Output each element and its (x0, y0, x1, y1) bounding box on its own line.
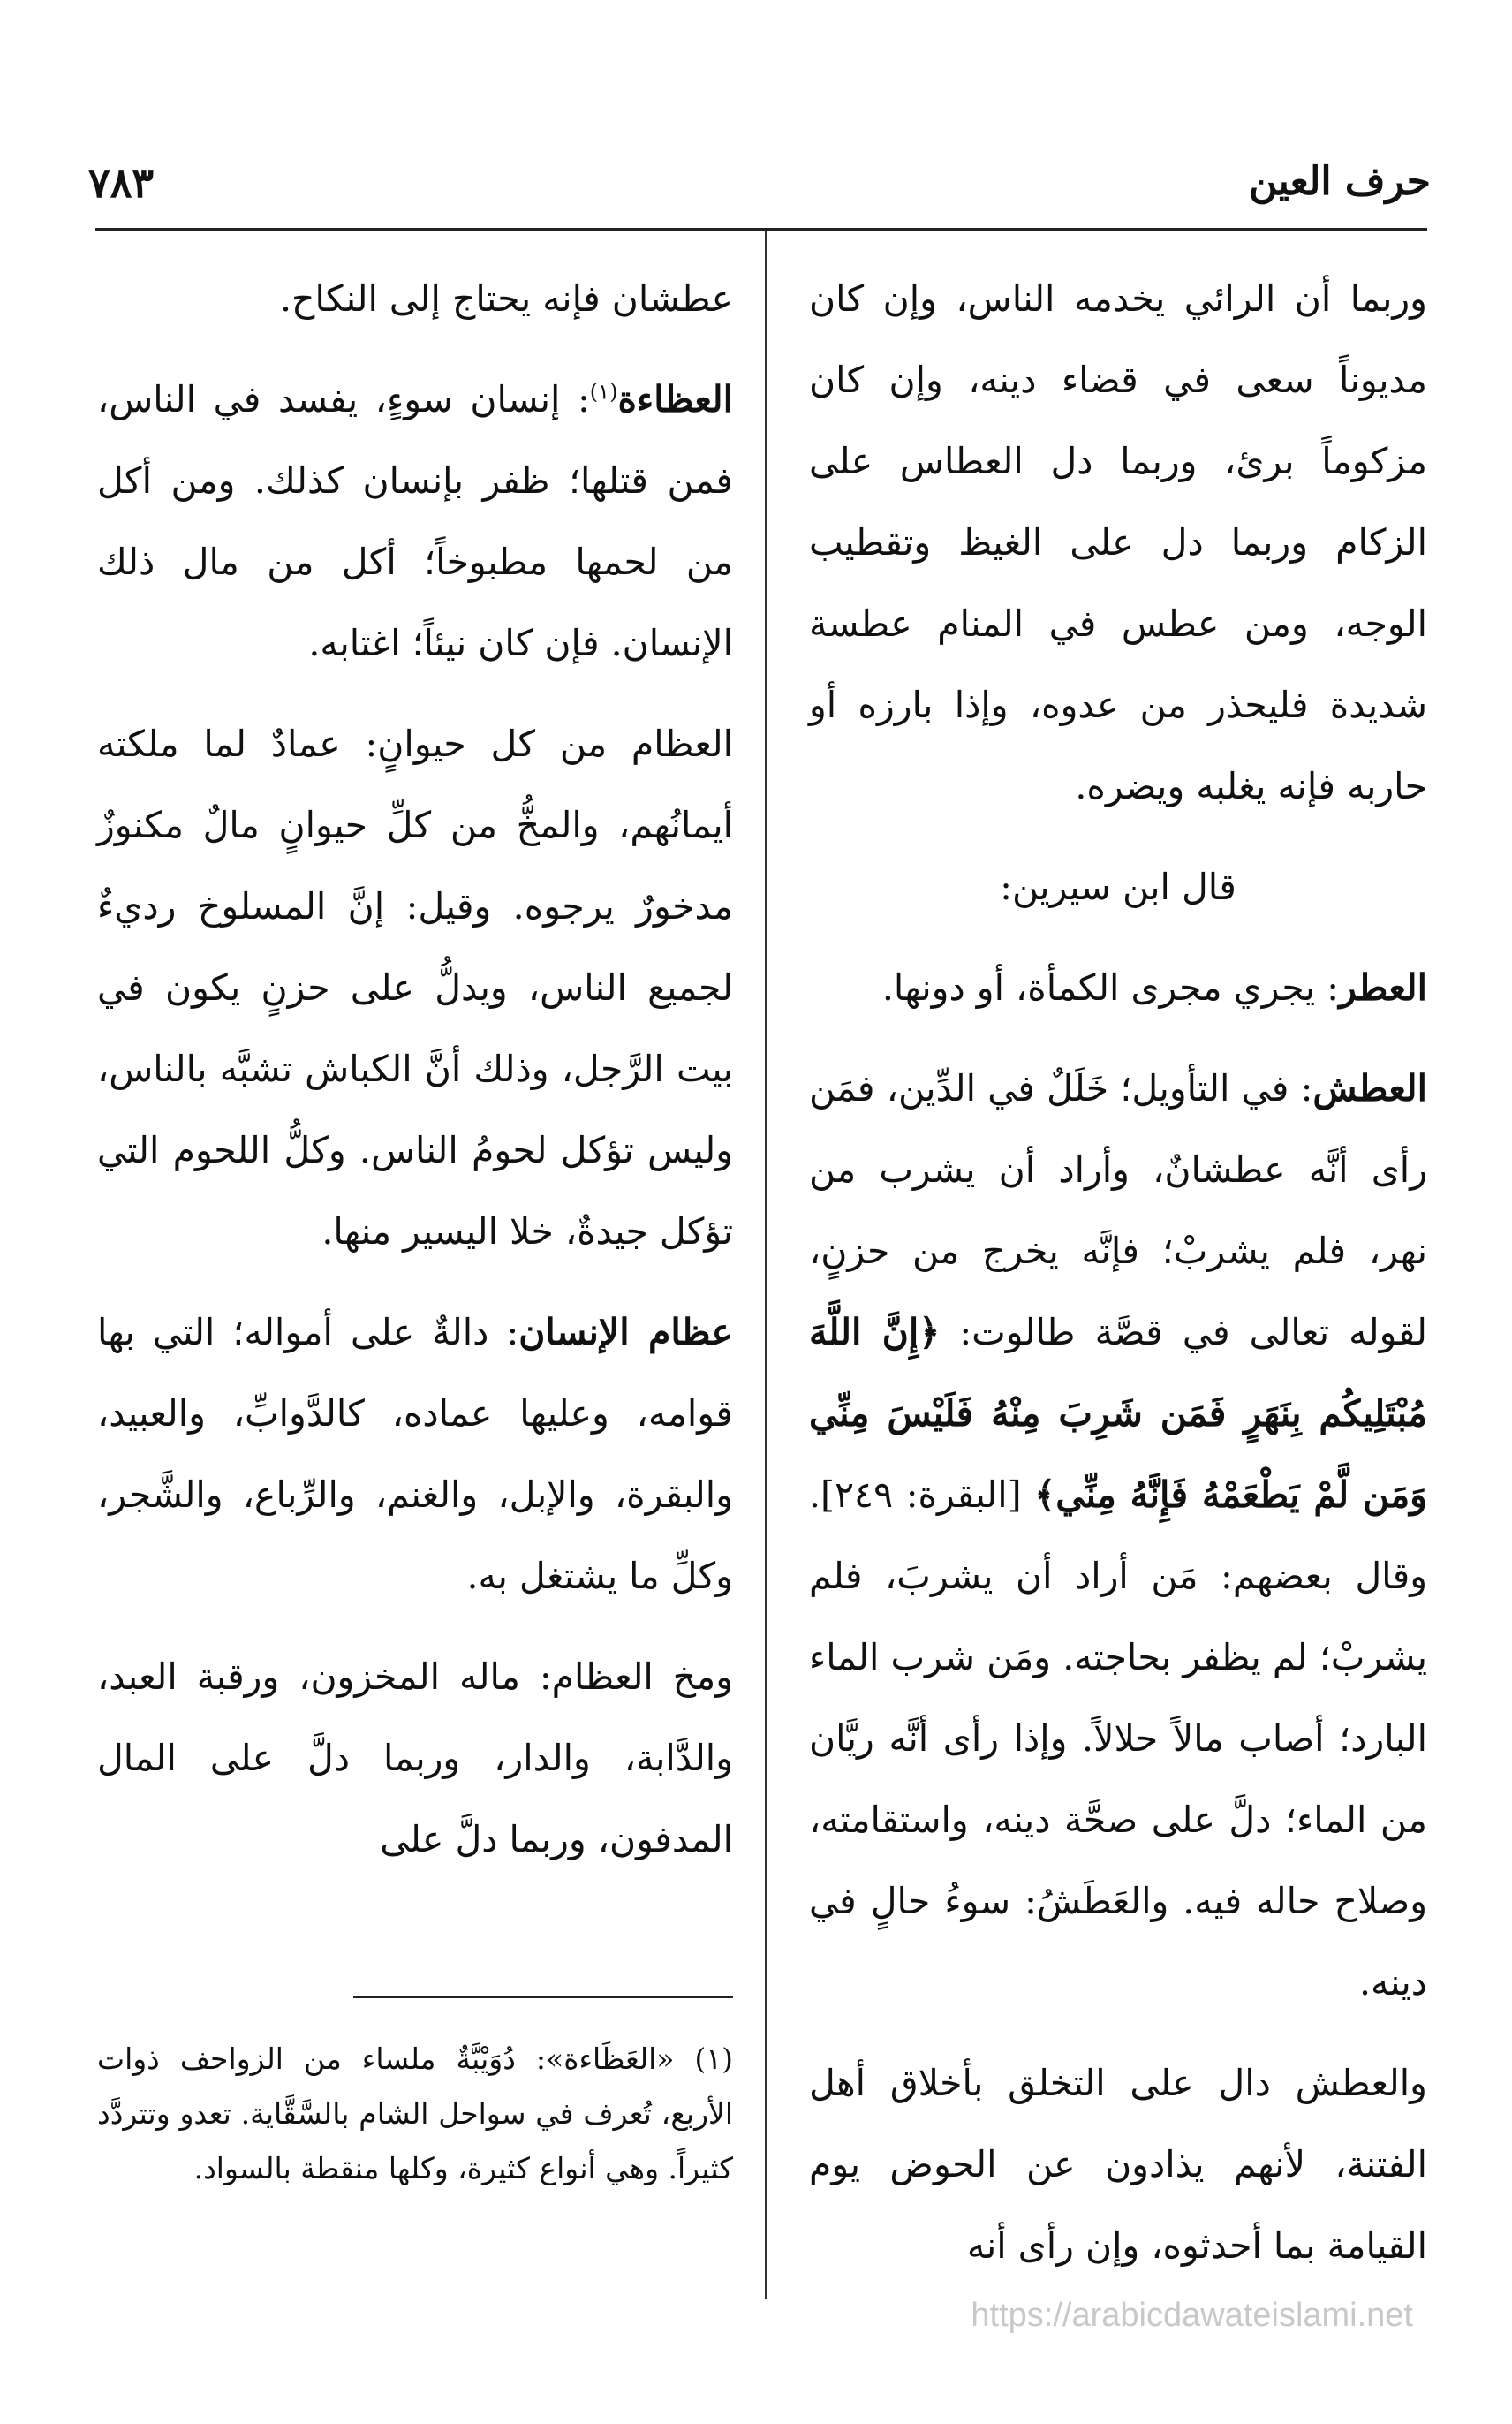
entry-term: العطر (1339, 966, 1427, 1009)
paragraph: قال ابن سيرين: (1000, 866, 1236, 908)
entry-text: : في التأويل؛ خَلَلٌ في الدِّين، فمَن رأى أنَّه عطشانٌ، وأراد أن يشرب من نهر، فلم يشربْ؛ فإنَّه يخرج من حزنٍ، لقوله تعالى في قصَّة طالوت: (809, 1067, 1427, 1353)
right-column (809, 258, 1427, 2306)
paragraph: ومخ العظام: ماله المخزون، ورقبة العبد، والدَّابة، والدار، وربما دلَّ على المال المدفون، وربما دلَّ على (97, 1655, 733, 1860)
header-rule (95, 228, 1427, 231)
footnote-marker: (١) (589, 379, 618, 405)
entry-text: : يجري مجرى الكمأة، أو دونها. (881, 966, 1340, 1009)
page-number: ٧٨٣ (88, 159, 155, 207)
footnote-rule (353, 1996, 733, 1998)
column-divider (765, 231, 767, 2299)
footnote: (١) «العَظَاءة»: دُوَيْبَّةٌ ملساء من الزواحف ذوات الأربع، تُعرف في سواحل الشام بالسَّقَّاية. تعدو وتتردَّد كثيراً. وهي أنواع كثيرة، وكلها منقطة بالسواد. (97, 2041, 733, 2185)
paragraph: عطشان فإنه يحتاج إلى النكاح. (279, 277, 733, 320)
paragraph: وربما أن الرائي يخدمه الناس، وإن كان مديوناً سعى في قضاء دينه، وإن كان مزكوماً برئ، وربما دل العطاس على الزكام وربما دل على الغيظ وتقطيب الوجه، ومن عطس في المنام عطسة شديدة فليحذر من عدوه، وإذا بارزه أو حاربه فإنه يغلبه ويضره. (809, 277, 1427, 807)
entry-term: العظاءة (617, 378, 733, 420)
entry-bones (97, 1292, 733, 1617)
quran-verse: ﴿إِنَّ اللَّهَ مُبْتَلِيكُم بِنَهَرٍ فَمَن شَرِبَ مِنْهُ فَلَيْسَ مِنِّي وَمَن لَّمْ يَطْعَمْهُ فَإِنَّهُ مِنِّي﴾ (809, 1311, 1427, 1516)
entry-text: [البقرة: ٢٤٩]. وقال بعضهم: مَن أراد أن يشربَ، فلم يشربْ؛ لم يظفر بحاجته. ومَن شرب الماء البارد؛ أصاب مالاً حلالاً. وإذا رأى أنَّه ريَّان من الماء؛ دلَّ على صحَّة دينه، واستقامته، وصلاح حاله فيه. والعَطَشُ: سوءُ حالٍ في دينه. (809, 1473, 1427, 2004)
entry-atr (809, 947, 1427, 1028)
page-header (88, 141, 1431, 221)
paragraph: والعطش دال على التخلق بأخلاق أهل الفتنة، لأنهم يذادون عن الحوض يوم القيامة بما أحدثوه، وإن رأى أنه (809, 2062, 1427, 2267)
entry-term: عظام الإنسان (518, 1311, 733, 1353)
entry-text: : دالةٌ على أمواله؛ التي بها قوامه، وعليها عماده، كالدَّوابِّ، والعبيد، والبقرة، والإبل، والغنم، والرِّباع، والشَّجر، وكلِّ ما يشتغل به. (97, 1311, 733, 1597)
left-column (97, 258, 733, 1899)
entry-text: : إنسان سوءٍ، يفسد في الناس، فمن قتلها؛ ظفر بإنسان كذلك. ومن أكل من لحمها مطبوخاً؛ أكل من مال ذلك الإنسان. فإن كان نيئاً؛ اغتابه. (97, 378, 733, 664)
entry-term: العطش (1312, 1067, 1427, 1110)
watermark: https://arabicdawateislami.net (971, 2297, 1413, 2334)
entry-azaa (97, 359, 733, 684)
paragraph: العظام من كل حيوانٍ: عمادٌ لما ملكته أيمانُهم، والمخُّ من كلِّ حيوانٍ مالٌ مكنوزٌ مدخورٌ يرجوه. وقيل: إنَّ المسلوخ رديءٌ لجميع الناس، ويدلُّ على حزنٍ يكون في بيت الرَّجل، وذلك أنَّ الكباش تشبَّه بالناس، وليس تؤكل لحومُ الناس. وكلُّ اللحوم التي تؤكل جيدةٌ، خلا اليسير منها. (97, 723, 733, 1253)
entry-atash (809, 1048, 1427, 2023)
running-title: حرف العين (1248, 159, 1431, 204)
